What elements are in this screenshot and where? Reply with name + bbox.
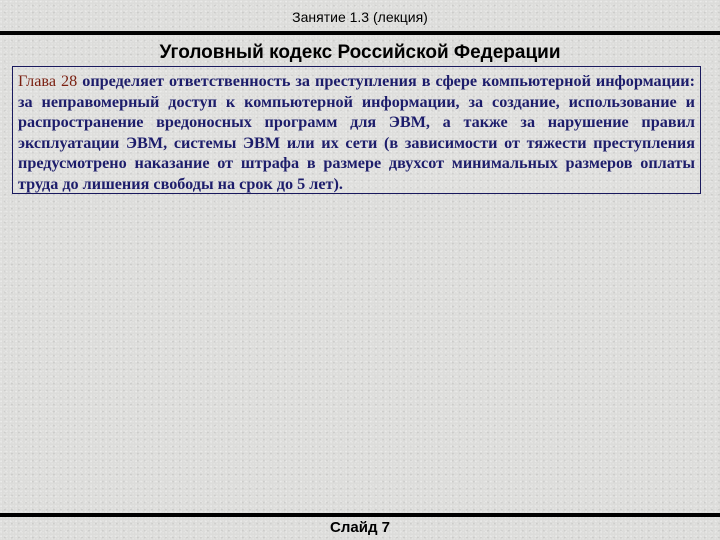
slide-title: Уголовный кодекс Российской Федерации bbox=[159, 42, 561, 63]
content-box bbox=[12, 66, 701, 194]
slide-number: Слайд 7 bbox=[330, 519, 390, 536]
content-paragraph bbox=[18, 71, 695, 194]
header-divider bbox=[0, 31, 720, 35]
content-body: определяет ответственность за преступления в сфере компьютерной информации: за неправомерный доступ к компьютерной информации, за создание, использование и распространение вредоносных программ для ЭВМ, а также за нарушение правил эксплуатации ЭВМ, системы ЭВМ или их сети (в зависимости от тяжести преступления предусмотрено наказание от штрафа в размере двухсот минимальных размеров оплаты труда до лишения свободы на срок до 5 лет). bbox=[18, 72, 695, 193]
footer-divider bbox=[0, 513, 720, 517]
lesson-title: Занятие 1.3 (лекция) bbox=[292, 9, 428, 25]
chapter-label: Глава 28 bbox=[18, 72, 78, 90]
